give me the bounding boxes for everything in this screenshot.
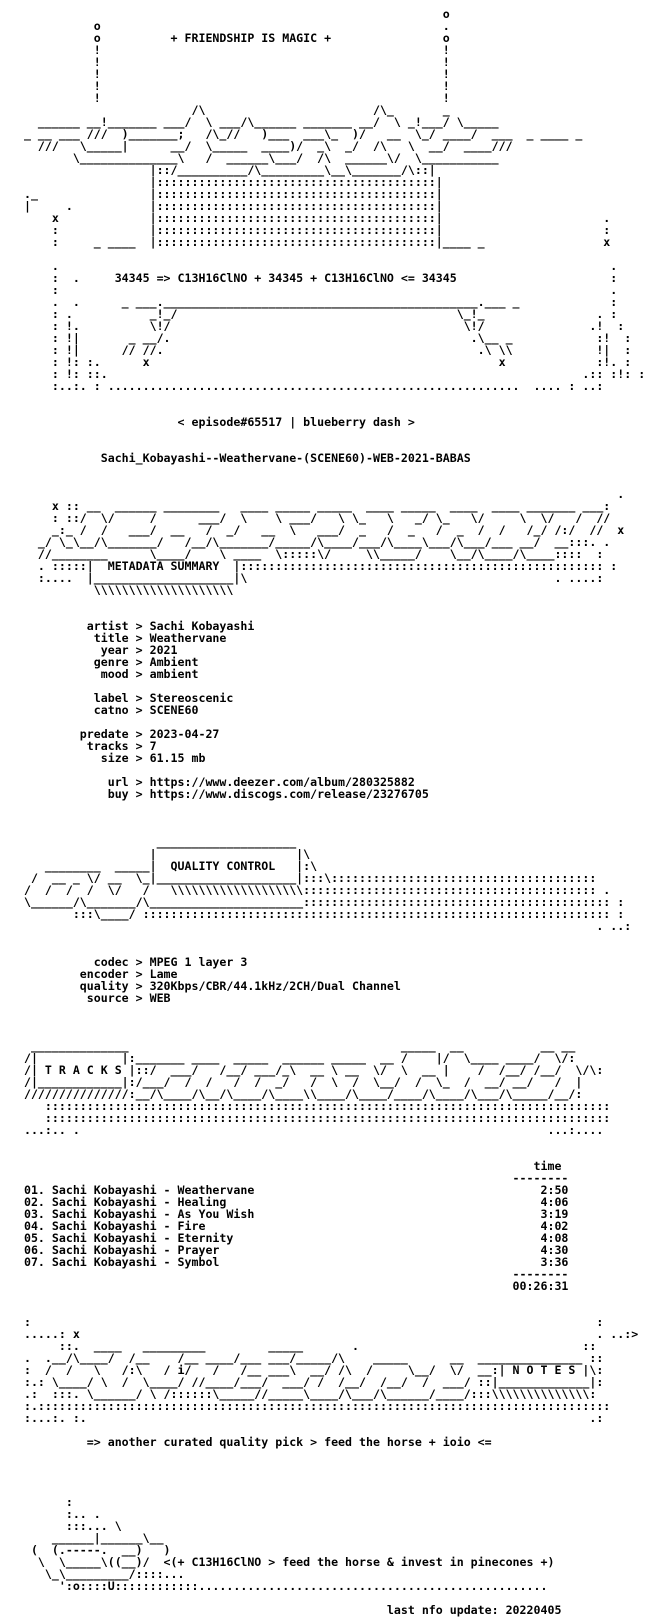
nfo-line: |::/__________/\_________\__\_______/\::| [10,163,436,177]
nfo-line: ':o::::U::::::::::::.................................................. [10,1579,548,1593]
nfo-line: time [10,1159,562,1173]
nfo-line: : !. \!/ \!/ .! : [10,319,625,333]
nfo-line: size > 61.15 mb [10,751,206,765]
nfo-line: :.... |____________________|\ . ....: [10,571,604,585]
nfo-line: mood > ambient [10,667,199,681]
nfo-line [10,932,645,944]
nfo-line: buy > https://www.discogs.com/release/23276705 [10,787,429,801]
nfo-line: x |::::::::::::::::::::::::::::::::::::::::| . [10,211,611,225]
nfo-line: / / / / \/ / \\\\\\\\\\\\\\\\\\\:::::::::::::::::::::::::::::::::::::::::: . [10,883,611,897]
nfo-line: ::. ____ _________ _____ . :: [10,1339,597,1353]
nfo-line: .....: x . ..:> [10,1327,639,1341]
nfo-line: /\ /\_ _ [10,103,450,117]
nfo-line: \\\\\\\\\\\\\\\\\\\\ [10,583,234,597]
nfo-line: ///////////////:__/\____/\__/\____/\____\\____/\____/____/\____/\___/\_____/__/: [10,1087,583,1101]
nfo-line: ______ __!_______ ___/ \ ___/\______ _______ __/ \ _!___/ \_____ [10,115,499,129]
nfo-line: | . |::::::::::::::::::::::::::::::::::::::::| [10,199,443,213]
nfo-line: : _ ____ |::::::::::::::::::::::::::::::::::::::::|____ _ x [10,235,611,249]
nfo-line: ! ! [10,55,450,69]
nfo-line: \_\_________/::::... [10,1567,185,1581]
nfo-line: o . [10,19,450,33]
nfo-line: /|____________|:/___/ / / / / _/ / \ / \__/ / \_ / __/ __/ / | [10,1075,583,1089]
nfo-line: . ..: [10,919,632,933]
nfo-line: ! ! [10,91,450,105]
nfo-line: ( (.-----. __) ) [10,1543,171,1557]
nfo-line: |::::::::::::::::::::::::::::::::::::::::| [10,175,443,189]
nfo-line: ! ! [10,43,450,57]
nfo-line: . [10,487,625,501]
nfo-line: ______|______\__ [10,1531,164,1545]
nfo-line [10,812,645,824]
nfo-line: Sachi_Kobayashi--Weathervane-(SCENE60)-WEB-2021-BABAS [10,451,471,465]
nfo-line: :.:::::::::::::::::::::::::::::::::::::::::::::::::::::::::::::::::::::::::::::::::: [10,1399,611,1413]
nfo-line: : !| // //. .\ \\ !| : [10,343,632,357]
nfo-line: -------- [10,1267,569,1281]
nfo-line: _:_ / / ___/ __ / _/ __ \ ___/ _ / _ / _ / / /_/ /:/ // x [10,523,625,537]
nfo-line: ____________________ [10,835,297,849]
nfo-line: . .__/\____/ /__ /__ ____/___ ___/_____/\ _____ __ _______________ :: [10,1351,604,1365]
nfo-line: -------- [10,1171,569,1185]
nfo-line: encoder > Lame [10,967,178,981]
nfo-line: _/ \_\__/\_______/ /__/\_______/_____/\____/___/\____\___/\___/___ __/ __:::. . [10,535,611,549]
nfo-line: codec > MPEG 1 layer 3 [10,955,248,969]
nfo-line: year > 2021 [10,643,178,657]
nfo-line: ._ |::::::::::::::::::::::::::::::::::::::::| [10,187,443,201]
nfo-line: source > WEB [10,991,171,1005]
nfo-line: | |\ [10,847,311,861]
nfo-line: \______________\ / ______\___/ /\ ______\/ \___________ [10,151,499,165]
nfo-line: .: :::. \______/ \ /::::::\_____//_____\____/\___/\______/____/:::\\\\\\\\\\\\\\: [10,1387,597,1401]
nfo-line [10,596,645,608]
nfo-line: : !| _ __/. .\__ _ :! : [10,331,632,345]
nfo-line: : : [10,1315,604,1329]
nfo-line: catno > SCENE60 [10,703,199,717]
nfo-line [10,428,645,440]
nfo-line: :::\____/ ::::::::::::::::::::::::::::::::::::::::::::::::::::::::::::::::::: : [10,907,625,921]
nfo-line: . . _ ___._____________________________________________.___ _ : [10,295,618,309]
nfo-line [10,800,645,812]
nfo-line: :..:. : ........................................................... .... : ..: [10,379,604,393]
nfo-line: /// \_____| __/ \_____ ____)/ _\ _/ /\ \ __/ ____/// [10,139,513,153]
nfo-line: < episode#65517 | blueberry dash > [10,415,415,429]
nfo-line: title > Weathervane [10,631,227,645]
nfo-line: ______________ _____ __ __ __ [10,1039,576,1053]
nfo-line: . . [10,259,618,273]
nfo-line [10,1592,645,1604]
nfo-line [10,1292,645,1304]
nfo-line: : . 34345 => C13H16ClNO + 34345 + C13H16ClNO <= 34345 : [10,271,618,285]
nfo-line: : . _!_/ \_!_ . : [10,307,618,321]
nfo-line: ::::::::::::::::::::::::::::::::::::::::::::::::::::::::::::::::::::::::::::::::: [10,1099,611,1113]
nfo-line: ! ! [10,67,450,81]
nfo-line: 03. Sachi Kobayashi - As You Wish 3:19 [10,1207,569,1221]
nfo-line: : !: ::. .:: :!: : [10,367,646,381]
nfo-line: o [10,7,450,21]
nfo-line [10,1472,645,1484]
nfo-line: => another curated quality pick > feed the horse + ioio <= [10,1435,492,1449]
nfo-line: 00:26:31 [10,1279,569,1293]
nfo-line [10,464,645,476]
nfo-line: \______/\_______/\______________________:::::::::::::::::::::::::::::::::::::::::::: : [10,895,625,909]
nfo-line: predate > 2023-04-27 [10,727,220,741]
nfo-line: : !: :. x x :!. : [10,355,632,369]
nfo-line [10,1460,645,1472]
nfo-line [10,1136,645,1148]
nfo-line: :.. . [10,1507,101,1521]
nfo-line: : / / \ /:\ / i/ / /__ ___\ __/ /\ / \__/ \/ __:| N O T E S |\: [10,1363,604,1377]
nfo-line [10,392,645,404]
nfo-line: 04. Sachi Kobayashi - Fire 4:02 [10,1219,569,1233]
nfo-line: quality > 320Kbps/CBR/44.1kHz/2CH/Dual Channel [10,979,401,993]
nfo-line: :::... \ [10,1519,122,1533]
nfo-line: :.: \____/ \ / \____/ //____/___/ ___/ / /__/ /__/ / ___/ ::|_____________|: [10,1375,604,1389]
nfo-line: artist > Sachi Kobayashi [10,619,255,633]
nfo-line: \ \_____\((__)/ <(+ C13H16ClNO > feed the horse & invest in pinecones +) [10,1555,555,1569]
nfo-line: /| |:_______ ____ _____ ______ _____ __ / |/ \____ ____/ \/: [10,1051,576,1065]
nfo-line: /| T R A C K S |::/ ___/ /__/ ___/_\ __ \ __ \/ \ __ | / /__/ /__/ \/\: [10,1063,604,1077]
nfo-line: . :::::| METADATA SUMMARY |:::::::::::::::::::::::::::::::::::::::::::::::::::: : [10,559,618,573]
nfo-line: / __ _ \/ __ \_|____________________|:::\:::::::::::::::::::::::::::::::::::::: [10,871,597,885]
nfo-line: 06. Sachi Kobayashi - Prayer 4:30 [10,1243,569,1257]
nfo-line: genre > Ambient [10,655,199,669]
nfo-line: : ::/ \/ / ___/ \ \ ___/ \ \_ \ _/ \_ \/ \ \/ / // [10,511,611,525]
nfo-line: tracks > 7 [10,739,157,753]
nfo-line [10,1448,645,1460]
nfo-line: 07. Sachi Kobayashi - Symbol 3:36 [10,1255,569,1269]
nfo-line: label > Stereoscenic [10,691,234,705]
nfo-line: 02. Sachi Kobayashi - Healing 4:06 [10,1195,569,1209]
nfo-line: last nfo update: 20220405 [10,1603,562,1617]
nfo-line: 01. Sachi Kobayashi - Weathervane 2:50 [10,1183,569,1197]
nfo-line [10,1004,645,1016]
nfo-line: url > https://www.deezer.com/album/280325882 [10,775,415,789]
nfo-line [10,1016,645,1028]
nfo-line: ________ _____| QUALITY CONTROL |:\ [10,859,318,873]
nfo-line: : [10,1495,73,1509]
nfo-line: x :: __ ______ ________ ____ _____ _____ ____ _____ ____ ____ _______ ___: [10,499,611,513]
nfo-line: : |::::::::::::::::::::::::::::::::::::::::| : [10,223,611,237]
nfo-line: ...:.. . ...:.... [10,1123,604,1137]
nfo-line: : . [10,283,618,297]
nfo-line: 05. Sachi Kobayashi - Eternity 4:08 [10,1231,569,1245]
nfo-line: //________ \____/ \ ____ \:::::\/ \\_____/ \__/\____/\____:::: : [10,547,604,561]
nfo-document [10,8,645,1616]
nfo-line: ::::::::::::::::::::::::::::::::::::::::::::::::::::::::::::::::::::::::::::::::: [10,1111,611,1125]
nfo-line: o + FRIENDSHIP IS MAGIC + o [10,31,450,45]
nfo-line: ! ! [10,79,450,93]
nfo-line [10,1484,645,1496]
nfo-line: _ __ ___ /// )_______; /\_// )___ ___\_ )/ __ \_/ ____/ ___ _ ____ _ [10,127,583,141]
nfo-line: :...:. :. .: [10,1411,604,1425]
